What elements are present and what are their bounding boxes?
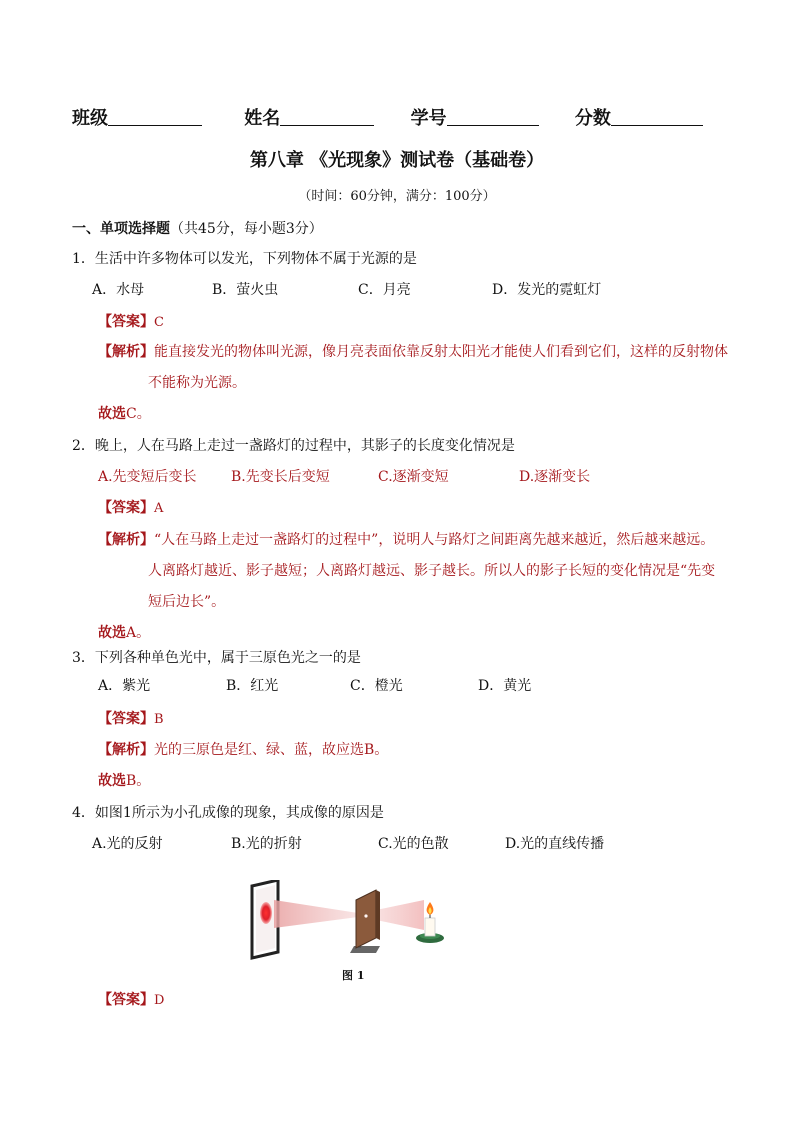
question-2-option-c[interactable]: C.逐渐变短 — [378, 469, 449, 485]
analysis-line: “人在马路上走过一盏路灯的过程中”，说明人与路灯之间距离先越来越近，然后越来越远。 — [154, 532, 715, 548]
answer-label: 【答案】 — [98, 500, 154, 516]
answer-value: A — [154, 501, 164, 516]
student-info-row — [72, 104, 703, 130]
question-1-analysis — [98, 341, 728, 361]
conclusion-word: 故选 — [98, 625, 126, 641]
question-1-option-d[interactable]: D．发光的霓虹灯 — [492, 282, 602, 298]
answer-value: D — [154, 993, 165, 1008]
analysis-line: 不能称为光源。 — [148, 375, 246, 391]
question-4-option-c[interactable]: C.光的色散 — [378, 836, 449, 852]
question-1-stem: 1．生活中许多物体可以发光，下列物体不属于光源的是 — [72, 251, 417, 267]
id-field — [411, 104, 539, 130]
question-2-answer — [98, 497, 163, 517]
score-label: 分数 — [574, 108, 611, 129]
question-3-analysis — [98, 739, 388, 759]
question-1-option-c[interactable]: C．月亮 — [358, 282, 411, 298]
question-1-option-a[interactable]: A．水母 — [92, 282, 145, 298]
class-label: 班级 — [72, 108, 108, 129]
class-field — [72, 104, 202, 130]
name-label: 姓名 — [244, 108, 281, 129]
question-1-answer — [98, 311, 164, 331]
question-3-answer — [98, 708, 164, 728]
analysis-label: 【解析】 — [98, 742, 154, 758]
question-1-option-b[interactable]: B．萤火虫 — [212, 282, 279, 298]
analysis-line: 人离路灯越近、影子越短；人离路灯越远、影子越长。所以人的影子长短的变化情况是“先变 — [148, 563, 716, 579]
section-heading — [72, 218, 323, 238]
conclusion-value: A。 — [126, 625, 151, 641]
question-4-answer — [98, 989, 164, 1009]
pinhole-board-icon — [350, 890, 380, 953]
question-4-option-b[interactable]: B.光的折射 — [231, 836, 302, 852]
light-beam-left — [274, 900, 358, 928]
question-2-option-a[interactable]: A.先变短后变长 — [98, 469, 197, 485]
answer-label: 【答案】 — [98, 992, 154, 1008]
analysis-label: 【解析】 — [98, 532, 154, 548]
conclusion-value: C。 — [126, 406, 151, 422]
pinhole-camera-figure — [246, 880, 446, 960]
answer-label: 【答案】 — [98, 314, 154, 330]
score-blank[interactable] — [611, 107, 703, 126]
question-3-option-c[interactable]: C．橙光 — [350, 678, 403, 694]
name-blank[interactable] — [280, 107, 374, 126]
id-blank[interactable] — [447, 107, 539, 126]
section-note: （共45分，每小题3分） — [170, 221, 323, 237]
conclusion-value: B。 — [126, 773, 151, 789]
question-2-option-d[interactable]: D.逐渐变长 — [519, 469, 591, 485]
answer-value: B — [154, 712, 164, 727]
section-title: 一、单项选择题 — [72, 221, 170, 237]
score-field — [575, 104, 703, 130]
question-2-stem: 2．晚上，人在马路上走过一盏路灯的过程中，其影子的长度变化情况是 — [72, 438, 515, 454]
conclusion-word: 故选 — [98, 406, 126, 422]
name-field — [244, 104, 374, 130]
class-blank[interactable] — [108, 107, 202, 126]
page-title: 第八章 《光现象》测试卷（基础卷） — [249, 150, 545, 171]
question-3-conclusion — [98, 770, 150, 790]
question-3-stem: 3．下列各种单色光中，属于三原色光之一的是 — [72, 650, 361, 666]
question-3-option-b[interactable]: B．红光 — [226, 678, 279, 694]
question-3-option-d[interactable]: D．黄光 — [478, 678, 532, 694]
answer-label: 【答案】 — [98, 711, 154, 727]
analysis-line: 能直接发光的物体叫光源，像月亮表面依靠反射太阳光才能使人们看到它们，这样的反射物体 — [154, 344, 728, 360]
id-label: 学号 — [410, 108, 447, 129]
exam-subtitle: （时间：60分钟，满分：100分） — [298, 189, 496, 204]
question-3-option-a[interactable]: A．紫光 — [98, 678, 151, 694]
question-1-conclusion — [98, 403, 151, 423]
question-4-option-d[interactable]: D.光的直线传播 — [505, 836, 605, 852]
figure-caption: 图 1 — [342, 969, 365, 982]
conclusion-word: 故选 — [98, 773, 126, 789]
analysis-line: 短后边长”。 — [148, 594, 226, 610]
question-4-option-a[interactable]: A.光的反射 — [92, 836, 163, 852]
question-2-conclusion — [98, 622, 150, 642]
answer-value: C — [154, 315, 164, 330]
question-2-option-b[interactable]: B.先变长后变短 — [231, 469, 330, 485]
analysis-label: 【解析】 — [98, 344, 154, 360]
question-4-stem: 4．如图1所示为小孔成像的现象，其成像的原因是 — [72, 805, 384, 821]
analysis-line: 光的三原色是红、绿、蓝，故应选B。 — [154, 742, 389, 758]
question-2-analysis — [98, 529, 714, 549]
